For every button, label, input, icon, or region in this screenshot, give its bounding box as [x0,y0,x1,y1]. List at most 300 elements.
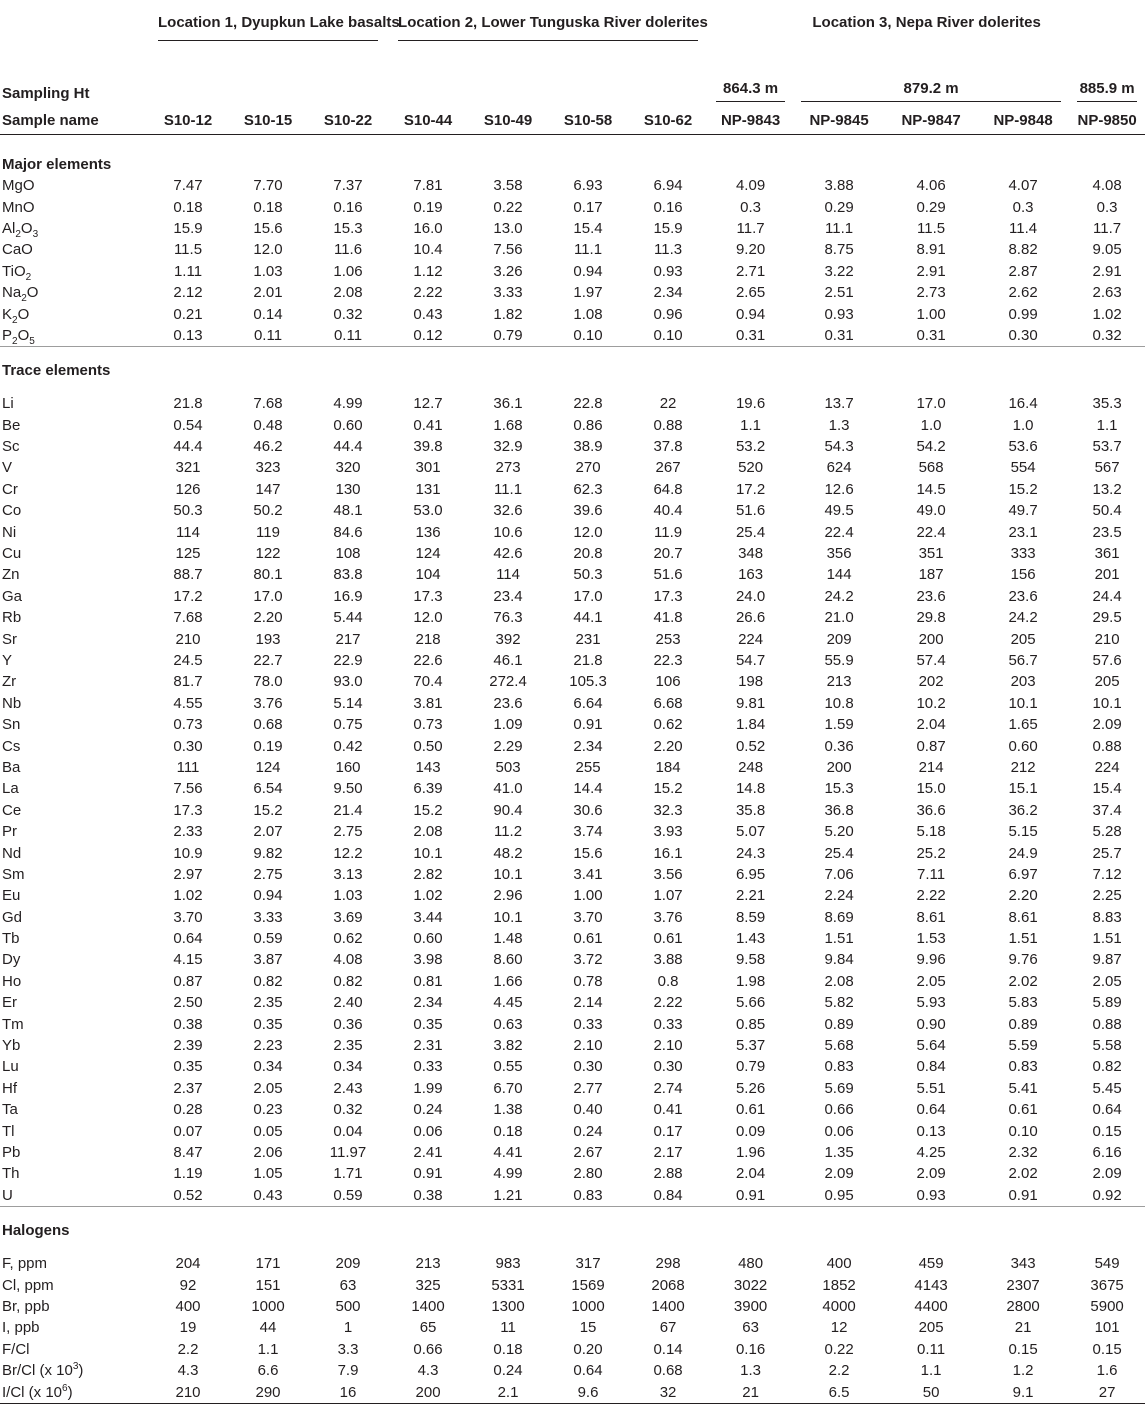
table-cell: 0.22 [824,1340,854,1358]
table-cell: 4.3 [417,1362,439,1380]
table-cell: 67 [659,1319,677,1337]
section-gap-cell [0,381,1145,393]
table-cell: 0.55 [493,1058,523,1076]
table-cell: 321 [175,459,201,477]
table-cell: 3.82 [493,1037,523,1055]
table-cell: 20.8 [573,545,603,563]
row-label-label: Li [2,395,14,413]
table-cell: 3.33 [493,284,523,302]
table-cell: 5.07 [735,823,766,841]
table-cell: 2.39 [173,1037,203,1055]
table-cell: 22.4 [824,523,854,541]
sample-name: S10-15 [228,106,308,135]
table-cell: 2.04 [735,1165,766,1183]
table-cell: 554 [1010,459,1036,477]
table-cell: 2.02 [1008,1165,1038,1183]
table-cell: 0.19 [253,737,283,755]
table-cell: 0.88 [1092,737,1122,755]
table-row [0,842,1145,863]
row-label-sub: 2 [15,228,21,240]
table-cell: 1400 [651,1297,685,1315]
table-row [0,1142,1145,1163]
table-cell: 6.93 [573,177,603,195]
table-cell: 24.2 [1008,609,1038,627]
table-cell: 1.82 [493,305,523,323]
table-cell: 90.4 [493,801,523,819]
table-cell: 205 [1094,673,1120,691]
table-cell: 8.75 [824,241,854,259]
table-cell: 111 [176,758,200,776]
table-cell: 11.1 [825,219,854,237]
row-label-label: Yb [2,1037,21,1055]
table-cell: 0.88 [653,416,683,434]
table-cell: 0.75 [333,716,363,734]
table-cell: 2.20 [653,737,683,755]
table-cell: 0.33 [573,1015,603,1033]
table-cell: 0.16 [653,198,683,216]
table-cell: 0.34 [253,1058,283,1076]
table-cell: 0.04 [333,1122,363,1140]
table-cell: 200 [388,1381,468,1403]
table-cell: 17.0 [253,587,283,605]
table-cell: 0.24 [493,1362,523,1380]
section-header-row [0,1206,1145,1241]
table-row [0,821,1145,842]
row-label-label: Cr [2,480,18,498]
sample-name: NP-9845 [793,106,885,135]
table-cell: 2.22 [413,284,443,302]
table-cell: 49.5 [824,502,854,520]
sample-name: S10-12 [148,106,228,135]
table-cell: 0.82 [1092,1058,1122,1076]
sample-name: NP-9847 [885,106,977,135]
table-cell: 160 [335,758,361,776]
table-cell: 0.18 [173,198,203,216]
row-label [0,1163,148,1184]
row-label-label: Lu [2,1058,19,1076]
table-cell: 7.12 [1092,865,1122,883]
table-row [0,1317,1145,1338]
table-cell: 3.56 [653,865,683,883]
sampling-height [708,74,793,106]
table-cell: 3.76 [653,908,683,926]
table-cell: 5900 [1090,1297,1124,1315]
table-cell: 21 [708,1381,793,1403]
table-cell: 0.64 [573,1362,603,1380]
table-cell: 13.2 [1092,480,1122,498]
table-cell: 35.8 [735,801,766,819]
table-cell: 15.2 [653,780,683,798]
table-cell: 54.2 [916,438,946,456]
table-cell: 126 [175,480,201,498]
table-cell: 11.1 [573,241,603,259]
table-cell: 2.1 [468,1381,548,1403]
table-cell: 0.13 [916,1122,946,1140]
table-cell: 0.05 [253,1122,283,1140]
table-row [0,196,1145,217]
table-cell: 12.0 [413,609,443,627]
table-cell: 53.2 [735,438,766,456]
table-cell: 0.54 [173,416,203,434]
row-label [0,949,148,970]
table-cell: 35.3 [1092,395,1122,413]
table-cell: 15.2 [1008,480,1038,498]
table-cell: 0.84 [653,1186,683,1204]
table-cell: 15.4 [573,219,603,237]
table-cell: 0.86 [573,416,603,434]
table-row [0,778,1145,799]
row-label [0,671,148,692]
table-cell: 1.99 [413,1079,443,1097]
table-cell: 0.93 [916,1186,946,1204]
table-row [0,1185,1145,1207]
row-label-label: I, ppb [2,1319,40,1337]
table-cell: 108 [335,545,361,563]
table-cell: 8.61 [916,908,946,926]
table-row [0,239,1145,260]
table-cell: 16.9 [333,587,363,605]
row-label [0,543,148,564]
table-row [0,303,1145,324]
table-cell: 0.82 [333,972,363,990]
table-cell: 17.3 [413,587,443,605]
table-cell: 0.64 [173,930,203,948]
table-cell: 136 [415,523,441,541]
table-cell: 2.65 [735,284,766,302]
sampling-height [1069,74,1145,106]
table-cell: 23.6 [1008,587,1038,605]
table-cell: 1.59 [824,716,854,734]
table-cell: 143 [415,758,441,776]
table-cell: 12 [830,1319,848,1337]
table-cell: 1.21 [493,1186,523,1204]
sampling-height-row [0,74,1145,106]
table-cell: 23.6 [493,694,523,712]
table-cell: 1.51 [1092,930,1122,948]
table-cell: 392 [495,630,521,648]
table-cell: 7.9 [337,1362,359,1380]
row-label [0,821,148,842]
table-cell: 76.3 [493,609,523,627]
row-label [0,1253,148,1274]
section-title: Trace elements [0,347,1145,382]
table-cell: 15.6 [253,219,283,237]
table-cell: 1.08 [573,305,603,323]
sample-name: S10-44 [388,106,468,135]
table-cell: 1.1 [740,416,761,434]
row-label [0,757,148,778]
table-cell: 2.10 [653,1037,683,1055]
table-cell: 2.34 [653,284,683,302]
table-cell: 15.1 [1008,780,1038,798]
table-cell: 46.2 [253,438,283,456]
table-cell: 0.24 [413,1101,443,1119]
table-cell: 6.54 [253,780,283,798]
row-label-label: Ho [2,972,22,990]
table-cell: 4.08 [1092,177,1122,195]
section-title: Halogens [0,1206,1145,1241]
table-cell: 1.48 [493,930,523,948]
table-cell: 41.8 [653,609,683,627]
table-cell: 248 [738,758,764,776]
row-label-label: MgO [2,177,35,195]
table-cell: 36.6 [916,801,946,819]
table-cell: 81.7 [173,673,203,691]
table-cell: 351 [918,545,944,563]
table-cell: 0.14 [253,305,283,323]
table-cell: 17.0 [916,395,946,413]
table-row [0,757,1145,778]
table-row [0,218,1145,239]
table-cell: 209 [335,1255,361,1273]
table-cell: 0.93 [653,262,683,280]
table-cell: 1.0 [920,416,942,434]
table-cell: 11.5 [917,219,946,237]
table-cell: 1.6 [1096,1362,1118,1380]
table-cell: 0.19 [413,198,443,216]
table-cell: 204 [175,1255,201,1273]
table-cell: 200 [826,758,852,776]
row-label-label: Zn [2,566,20,584]
table-cell: 0.29 [824,198,854,216]
table-cell: 9.82 [253,844,283,862]
table-cell: 0.64 [916,1101,946,1119]
table-cell: 2.20 [253,609,283,627]
row-label-label: Ta [2,1101,18,1119]
table-cell: 2.32 [1008,1143,1038,1161]
table-cell: 3.26 [493,262,523,280]
table-cell: 7.06 [824,865,854,883]
row-label [0,1056,148,1077]
table-cell: 11.2 [493,823,523,841]
table-cell: 21.8 [573,652,603,669]
table-cell: 23.1 [1008,523,1038,541]
blank-height-cell [148,74,708,106]
table-cell: 0.95 [824,1186,854,1204]
table-cell: 10.1 [1092,694,1122,712]
table-cell: 0.18 [253,198,283,216]
section-header-row [0,347,1145,382]
table-cell: 114 [176,523,200,541]
table-row [0,628,1145,649]
table-row [0,500,1145,521]
table-cell: 3675 [1090,1276,1124,1294]
table-cell: 11.3 [654,241,683,259]
table-cell: 11.7 [1093,219,1122,237]
table-cell: 3.72 [573,951,603,969]
table-cell: 55.9 [824,652,854,669]
table-cell: 5.69 [824,1079,854,1097]
table-cell: 22.7 [253,652,283,669]
table-cell: 333 [1010,545,1036,563]
sample-name: S10-49 [468,106,548,135]
table-cell: 2.05 [916,972,946,990]
row-label-label: K [2,305,13,323]
table-cell: 549 [1094,1255,1120,1273]
table-cell: 0.32 [1092,326,1122,344]
row-label-label: Br/Cl (x 10 [2,1362,73,1380]
table-cell: 0.50 [413,737,443,755]
table-cell: 0.87 [916,737,946,755]
table-cell: 5.51 [916,1079,946,1097]
table-cell: 1.3 [828,416,850,434]
row-label-label: U [2,1186,13,1204]
table-cell: 1.38 [493,1101,523,1119]
table-cell: 54.3 [824,438,854,456]
row-label-tail: ) [78,1362,84,1380]
table-row [0,1163,1145,1184]
table-cell: 23.5 [1092,523,1122,541]
row-label-sup: 3 [72,1361,79,1373]
table-cell: 78.0 [253,673,283,691]
table-cell: 49.7 [1008,502,1038,520]
table-cell: 0.82 [253,972,283,990]
table-cell: 49.0 [916,502,946,520]
row-label [0,325,148,347]
location-header [708,0,1145,74]
table-cell: 2.01 [253,284,283,302]
table-cell: 4.41 [493,1143,523,1161]
table-cell: 16.0 [413,219,443,237]
table-cell: 22 [659,395,677,413]
table-cell: 0.29 [916,198,946,216]
table-cell: 14.8 [735,780,766,798]
table-cell: 0.8 [657,972,679,990]
table-cell: 53.6 [1008,438,1038,456]
table-cell: 0.06 [824,1122,854,1140]
table-cell: 46.1 [493,652,523,669]
table-cell: 130 [335,480,361,498]
row-label [0,650,148,671]
table-cell: 10.1 [493,908,523,926]
table-cell: 2.2 [828,1362,850,1380]
table-cell: 0.35 [253,1015,283,1033]
table-cell: 0.60 [333,416,363,434]
table-cell: 119 [256,523,280,541]
table-cell: 2.40 [333,994,363,1012]
table-cell: 93.0 [333,673,363,691]
row-label-sub: 2 [21,293,27,305]
table-row [0,992,1145,1013]
table-cell: 51.6 [653,566,683,584]
location-header-row [0,0,1145,74]
row-label-label: Tl [2,1122,15,1140]
table-cell: 0.35 [413,1015,443,1033]
row-label [0,971,148,992]
table-cell: 253 [655,630,681,648]
row-label [0,393,148,414]
row-label [0,628,148,649]
table-cell: 122 [255,545,281,563]
table-cell: 209 [826,630,852,648]
table-cell: 0.31 [916,326,946,344]
table-cell: 3.74 [573,823,603,841]
table-cell: 0.84 [916,1058,946,1076]
table-cell: 9.58 [735,951,766,969]
table-cell: 7.81 [413,177,443,195]
table-cell: 567 [1094,459,1120,477]
table-cell: 22.8 [573,395,603,413]
table-cell: 13.0 [493,219,523,237]
table-cell: 2.09 [916,1165,946,1183]
table-cell: 1000 [571,1297,605,1315]
table-cell: 25.4 [824,844,854,862]
table-cell: 1.1 [1096,416,1118,434]
table-cell: 224 [738,630,764,648]
table-cell: 37.8 [653,438,683,456]
table-cell: 0.38 [173,1015,203,1033]
table-cell: 2.91 [1092,262,1122,280]
table-cell: 21.4 [333,801,363,819]
row-label [0,436,148,457]
table-cell: 459 [918,1255,944,1273]
row-label-label: Co [2,502,22,520]
table-cell: 0.06 [413,1122,443,1140]
table-cell: 171 [255,1255,281,1273]
table-cell: 6.97 [1008,865,1038,883]
table-cell: 2.05 [253,1079,283,1097]
table-cell: 2.10 [573,1037,603,1055]
table-cell: 1569 [571,1276,605,1294]
table-cell: 6.64 [573,694,603,712]
table-row [0,1296,1145,1317]
table-cell: 4.99 [493,1165,523,1183]
table-cell: 8.83 [1092,908,1122,926]
table-cell: 2.06 [253,1143,283,1161]
table-cell: 0.59 [253,930,283,948]
table-cell: 217 [335,630,361,648]
row-label [0,1120,148,1141]
table-cell: 187 [918,566,944,584]
table-cell: 44.4 [173,438,203,456]
table-cell: 12.0 [573,523,603,541]
table-row [0,735,1145,756]
table-cell: 10.1 [493,865,523,883]
table-cell: 0.94 [253,887,283,905]
table-cell: 57.6 [1092,652,1122,669]
table-cell: 19 [179,1319,197,1337]
row-label [0,1035,148,1056]
table-cell: 2.09 [1092,716,1122,734]
table-cell: 2.2 [177,1340,199,1358]
table-cell: 10.8 [824,694,854,712]
table-cell: 1.97 [573,284,603,302]
table-cell: 0.81 [413,972,443,990]
table-cell: 50.4 [1092,502,1122,520]
table-cell: 0.40 [573,1101,603,1119]
table-cell: 2.20 [1008,887,1038,905]
row-label-label: Gd [2,908,23,926]
table-row [0,175,1145,196]
row-label-sub2: 3 [32,228,39,240]
table-row [0,885,1145,906]
row-label [0,1381,148,1403]
row-label [0,1099,148,1120]
table-cell: 3.41 [573,865,603,883]
table-cell: 9.20 [735,241,766,259]
table-cell: 0.43 [413,305,443,323]
table-cell: 0.68 [253,716,283,734]
table-cell: 1.68 [493,416,523,434]
table-cell: 4.09 [735,177,766,195]
table-cell: 2.08 [333,284,363,302]
table-cell: 5.37 [735,1037,766,1055]
table-cell: 0.66 [824,1101,854,1119]
table-cell: 0.10 [573,326,603,344]
table-cell: 2.80 [573,1165,603,1183]
table-row [0,671,1145,692]
table-cell: 32.6 [493,502,523,520]
